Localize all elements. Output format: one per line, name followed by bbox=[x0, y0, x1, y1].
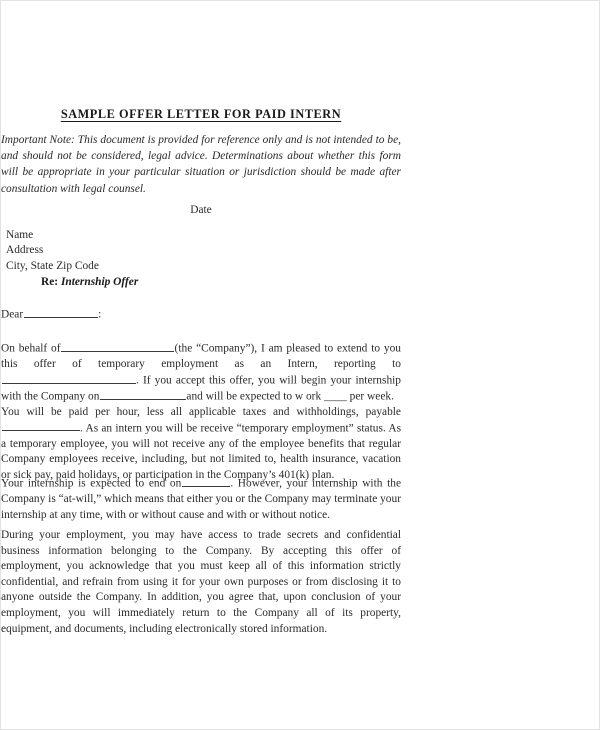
recipient-address-block bbox=[6, 228, 99, 274]
offer-segment-1: On behalf of bbox=[1, 342, 61, 355]
recipient-city-state-zip: City, State Zip Code bbox=[6, 259, 99, 272]
confidentiality-paragraph: During your employment, you may have access to trade secrets and confidential business information belonging to the Company. By accepting this offer of employment, you acknowledge that you must keep all of this information strictly confidential, and refrain from using it for your own purposes or from disclosing it to anyone outside the Company. In addition, you agree that, upon conclusion of your employment, you will immediately return to the Company all of its property, equipment, and documents, including electronically stored information. bbox=[1, 529, 401, 635]
salutation-colon: : bbox=[98, 308, 102, 321]
offer-segment-6: per week. bbox=[346, 390, 394, 403]
hours-per-week-blank: ____ bbox=[324, 390, 347, 403]
re-subject: Internship Offer bbox=[60, 276, 139, 288]
date-placeholder: Date bbox=[190, 204, 212, 216]
page-title: SAMPLE OFFER LETTER FOR PAID INTERN bbox=[60, 107, 342, 121]
pay-schedule-blank bbox=[2, 421, 80, 432]
start-date-blank bbox=[100, 389, 186, 400]
at-will-paragraph bbox=[1, 476, 401, 523]
recipient-name: Name bbox=[6, 229, 34, 241]
end-date-blank bbox=[182, 476, 230, 487]
pay-segment-1: You will be paid per hour, less all applicable taxes and withholdings, payable bbox=[1, 406, 401, 418]
re-subject-line bbox=[41, 276, 138, 288]
page-title-container bbox=[1, 107, 401, 122]
at-will-segment-1: Your internship is expected to end on bbox=[1, 477, 182, 490]
recipient-address: Address bbox=[6, 244, 44, 257]
offer-segment-3: . If you accept this offer, you will begin your internship with the Company on bbox=[1, 374, 401, 403]
re-label: Re: bbox=[41, 276, 59, 288]
pay-and-benefits-paragraph bbox=[1, 405, 401, 484]
pay-segment-2: . As an intern you will be receive “temporary employment” status. As a temporary employee, you will not receive any of the employee benefits that regular Company employees receive, including, but not limited to, health insurance, vacation or sick pay, paid holidays, or participation in the Company’s 401(k) plan. bbox=[1, 422, 401, 482]
supervisor-blank bbox=[2, 373, 136, 384]
salutation-name-blank bbox=[24, 307, 98, 318]
salutation-greeting: Dear bbox=[1, 308, 24, 321]
offer-segment-4: and will be expected to w ork bbox=[186, 390, 325, 403]
salutation-line bbox=[1, 307, 101, 321]
at-will-segment-2: . However, your internship with the Company is “at-will,” which means that either you or the Company may terminate your internship at any time, with or without cause and with or without notice. bbox=[1, 477, 401, 521]
company-name-blank bbox=[61, 341, 174, 352]
offer-paragraph bbox=[1, 341, 401, 405]
important-note-paragraph: Important Note: This document is provided for reference only and is not intended to be, and should not be considered, legal advice. Determinations about whether this form will be appropriate in your particular situation or jurisdiction should be made after consultation with legal counsel. bbox=[1, 134, 401, 195]
offer-segment-2: (the “Company”), I am pleased to extend to you this offer of temporary employment as an Intern, reporting to bbox=[1, 342, 401, 371]
